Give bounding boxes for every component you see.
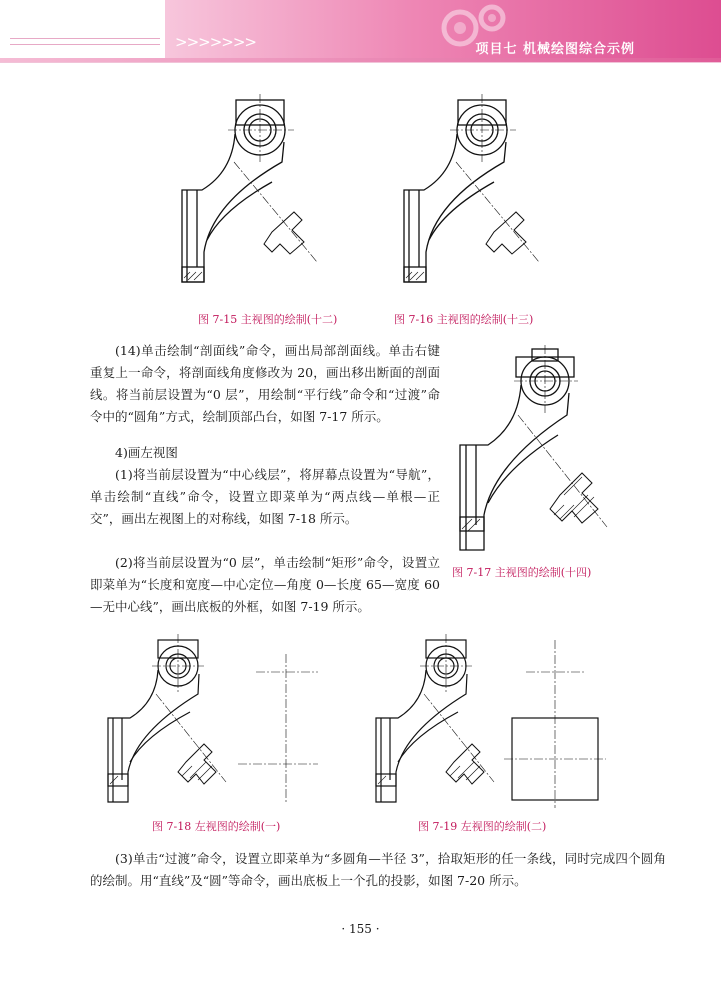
figure-caption: 图 7-18 左视图的绘制(一): [152, 820, 281, 833]
drawing-7-16: [394, 92, 574, 307]
drawing-7-17: [452, 345, 627, 560]
drawing-7-15: [172, 92, 352, 307]
page-header: [0, 0, 721, 58]
chapter-title: 项目七 机械绘图综合示例: [475, 42, 635, 57]
header-chevrons: >>>>>>>: [175, 33, 256, 51]
figure-caption: 图 7-16 主视图的绘制(十三): [394, 313, 534, 326]
figure-caption: 图 7-17 主视图的绘制(十四): [452, 566, 592, 579]
paragraph-step-1: (1)将当前层设置为“中心线层”，将屏幕点设置为“导航”，单击绘制“直线”命令，设置立即菜单为“两点线—单根—正交”，画出左视图上的对称线，如图 7-18 所示。: [90, 467, 440, 526]
paragraph-step-14: (14)单击绘制“剖面线”命令，画出局部剖面线。单击右键重复上一命令，将剖面线角度修改为 20，画出移出断面的剖面线。将当前层设置为“0 层”，用绘制“平行线”命令和“过渡”命令中的“圆角”方式，绘制顶部凸台，如图 7-17 所示。: [90, 343, 440, 424]
header-strip: [0, 62, 721, 63]
figure-7-15: [172, 92, 352, 307]
header-rule: [10, 44, 160, 45]
header-rule: [10, 38, 160, 39]
header-left-area: [0, 0, 165, 58]
figure-7-16: [394, 92, 574, 307]
drawing-7-19: [368, 632, 608, 812]
figure-7-17: [452, 345, 627, 560]
figure-caption: 图 7-15 主视图的绘制(十二): [198, 313, 338, 326]
drawing-7-18: [100, 632, 325, 812]
figure-7-19: [368, 632, 608, 812]
section-heading: 4)画左视图: [115, 445, 178, 460]
paragraph-step-2: (2)将当前层设置为“0 层”，单击绘制“矩形”命令，设置立即菜单为“长度和宽度—中心定位—角度 0—长度 65—宽度 60—无中心线”，画出底板的外框，如图 7-19 所示。: [90, 555, 440, 614]
paragraph-step-3: (3)单击“过渡”命令，设置立即菜单为“多圆角—半径 3”，拾取矩形的任一条线，同时完成四个圆角的绘制。用“直线”及“圆”等命令，画出底板上一个孔的投影，如图 7-20 所示。: [90, 851, 666, 888]
figure-7-18: [100, 632, 325, 812]
figure-caption: 图 7-19 左视图的绘制(二): [418, 820, 547, 833]
page-number: · 155 ·: [341, 922, 380, 936]
